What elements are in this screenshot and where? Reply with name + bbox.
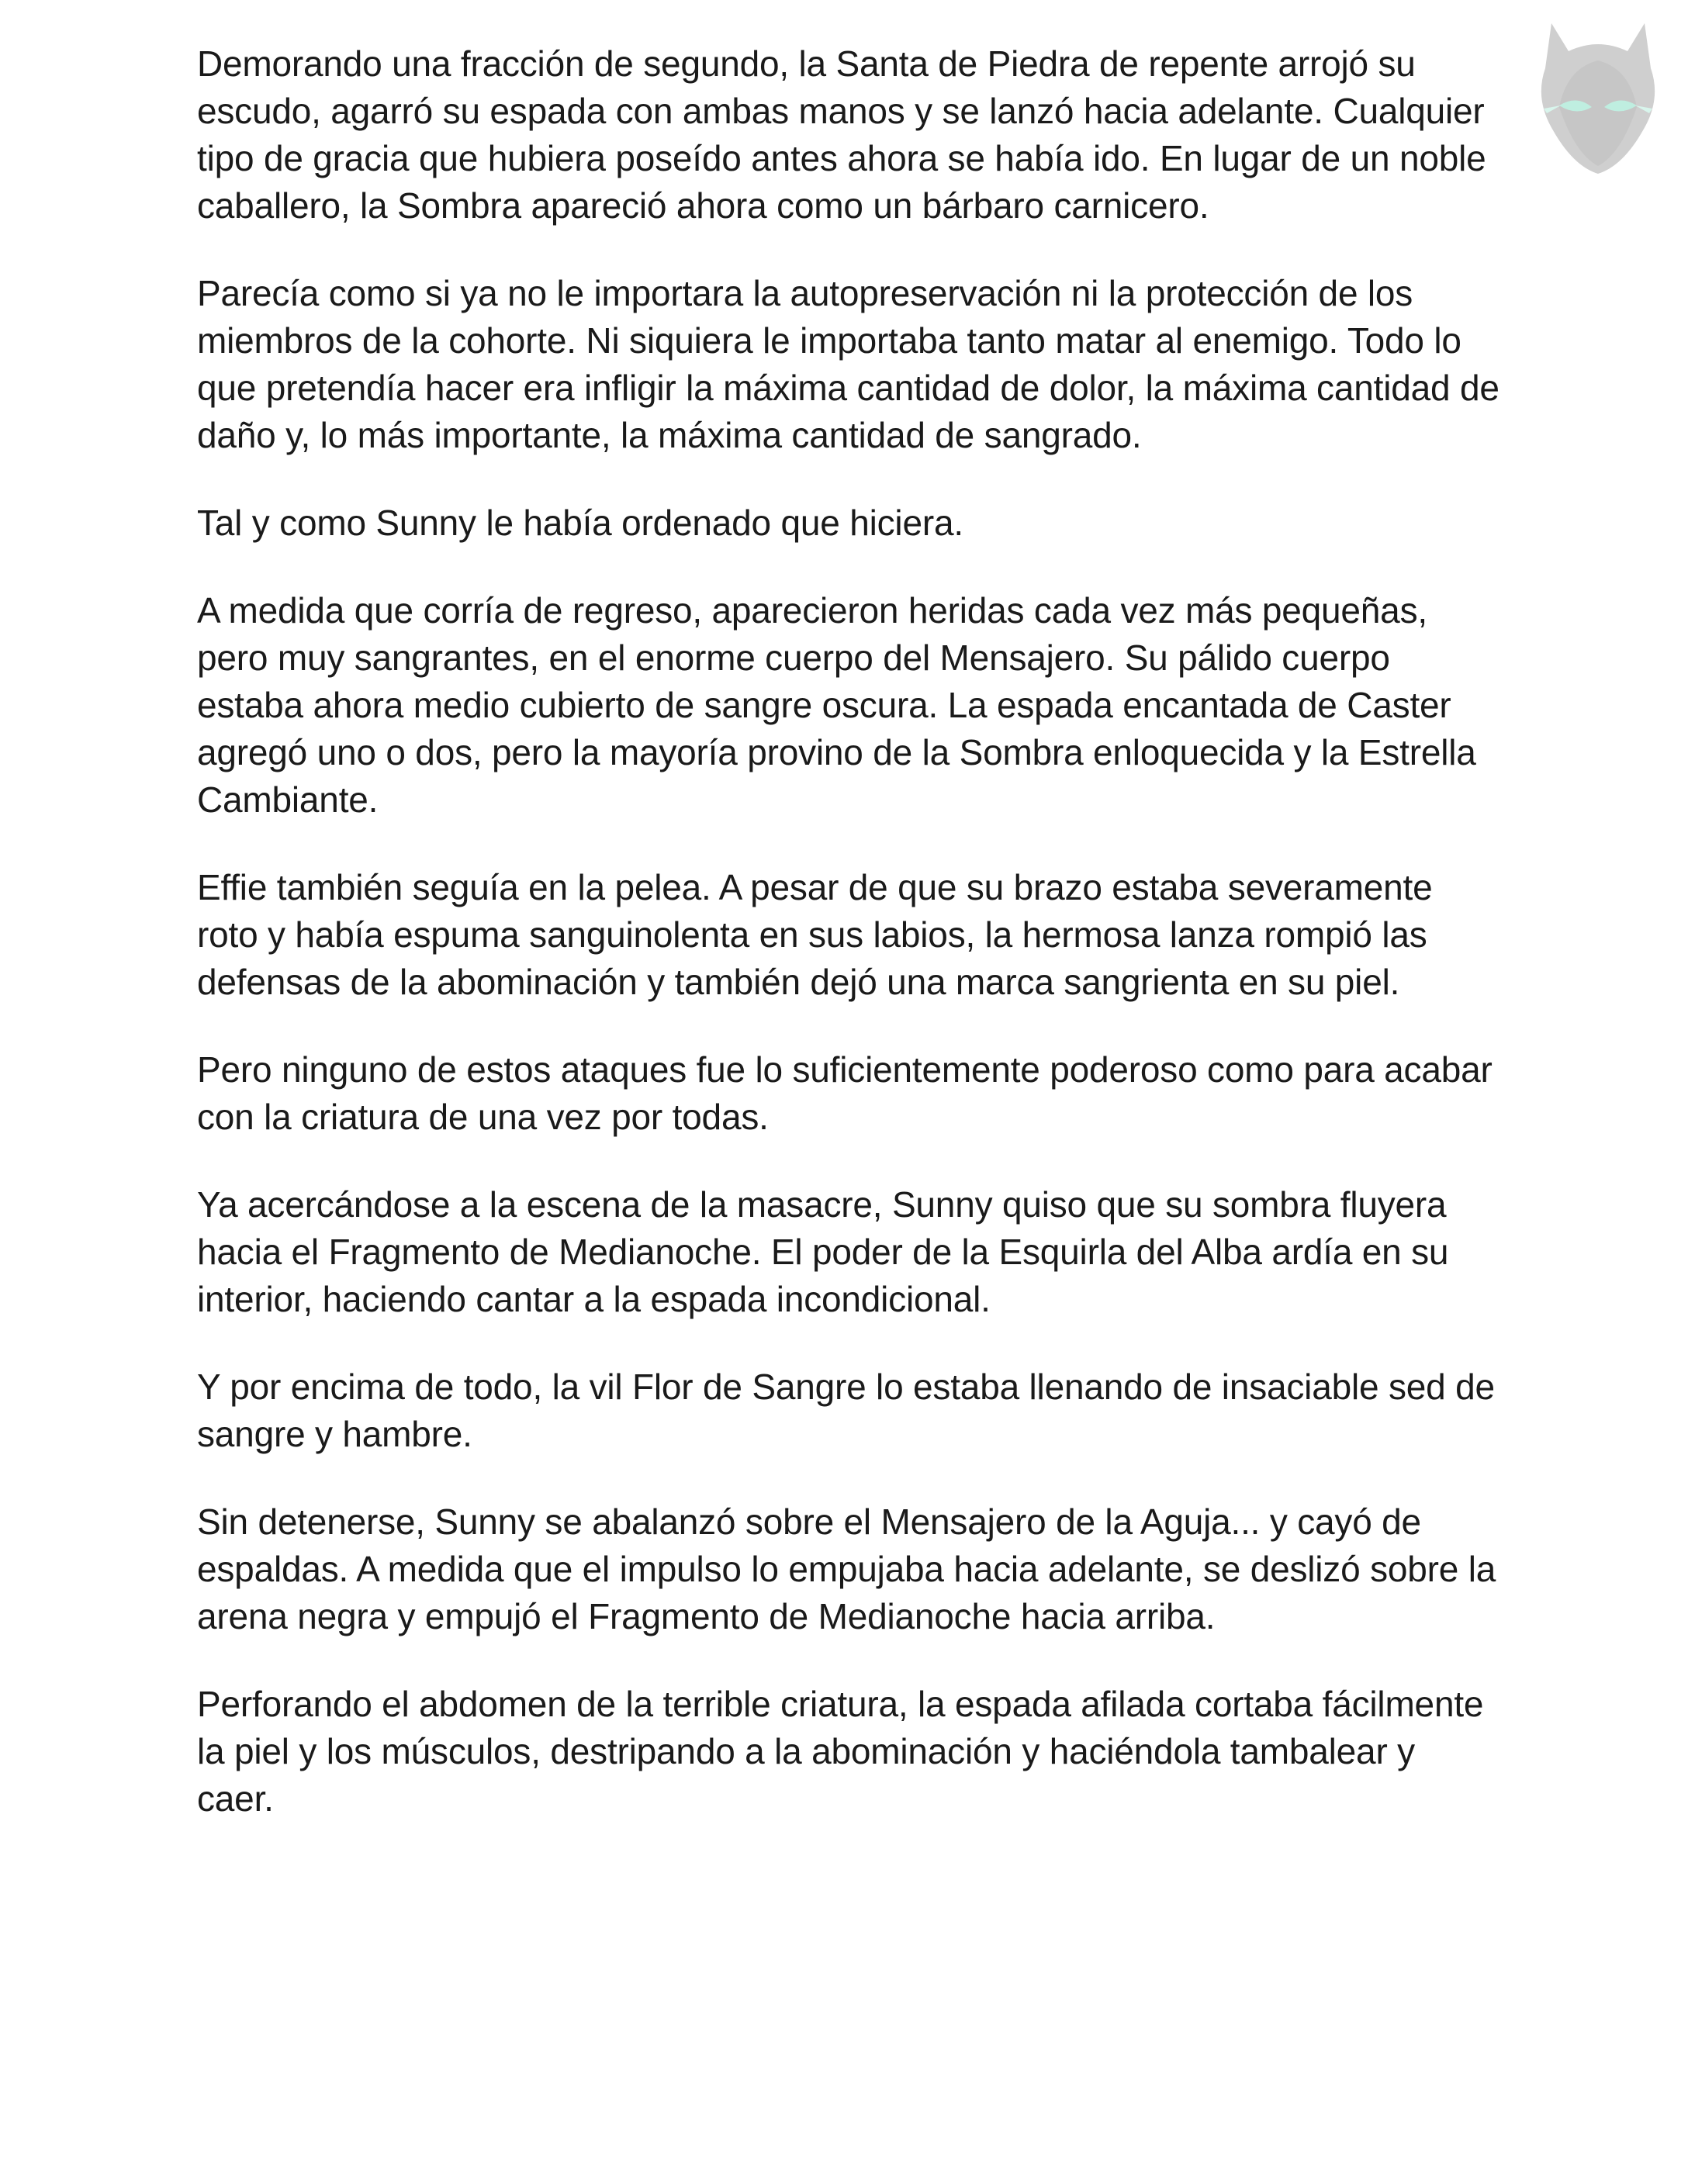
paragraph-10: Perforando el abdomen de la terrible criatura, la espada afilada cortaba fácilmente la piel y los músculos, destripando a la abominación y haciéndola tambalear y caer.: [197, 1684, 1484, 1819]
paragraph-3: Tal y como Sunny le había ordenado que hiciera.: [197, 503, 963, 543]
paragraph-2: Parecía como si ya no le importara la autopreservación ni la protección de los miembros de la cohorte. Ni siquiera le importaba tanto matar al enemigo. Todo lo que pretendía hacer era infligir la máxima cantidad de dolor, la máxima cantidad de daño y, lo más importante, la máxima cantidad de sangrado.: [197, 273, 1499, 455]
paragraph-9: Sin detenerse, Sunny se abalanzó sobre el Mensajero de la Aguja... y cayó de espaldas. A medida que el impulso lo empujaba hacia adelante, se deslizó sobre la arena negra y empujó el Fragmento de Medianoche hacia arriba.: [197, 1502, 1496, 1636]
paragraph-8: Y por encima de todo, la vil Flor de Sangre lo estaba llenando de insaciable sed de sangre y hambre.: [197, 1367, 1495, 1454]
paragraph-1: Demorando una fracción de segundo, la Santa de Piedra de repente arrojó su escudo, agarró su espada con ambas manos y se lanzó hacia adelante. Cualquier tipo de gracia que hubiera poseído antes ahora se había ido. En lugar de un noble caballero, la Sombra apareció ahora como un bárbaro carnicero.: [197, 43, 1486, 226]
paragraph-7: Ya acercándose a la escena de la masacre, Sunny quiso que su sombra fluyera hacia el Fragmento de Medianoche. El poder de la Esquirla del Alba ardía en su interior, haciendo cantar a la espada incondicional.: [197, 1184, 1449, 1319]
paragraph-5: Effie también seguía en la pelea. A pesar de que su brazo estaba severamente roto y había espuma sanguinolenta en sus labios, la hermosa lanza rompió las defensas de la abominación y también dejó una marca sangrienta en su piel.: [197, 867, 1433, 1002]
demon-head-logo-icon: [1520, 14, 1676, 185]
paragraph-6: Pero ninguno de estos ataques fue lo suficientemente poderoso como para acabar con la criatura de una vez por todas.: [197, 1049, 1493, 1137]
paragraph-4: A medida que corría de regreso, aparecieron heridas cada vez más pequeñas, pero muy sangrantes, en el enorme cuerpo del Mensajero. Su pálido cuerpo estaba ahora medio cubierto de sangre oscura. La espada encantada de Caster agregó uno o dos, pero la mayoría provino de la Sombra enloquecida y la Estrella Cambiante.: [197, 590, 1476, 820]
text-body: [197, 40, 1500, 1863]
